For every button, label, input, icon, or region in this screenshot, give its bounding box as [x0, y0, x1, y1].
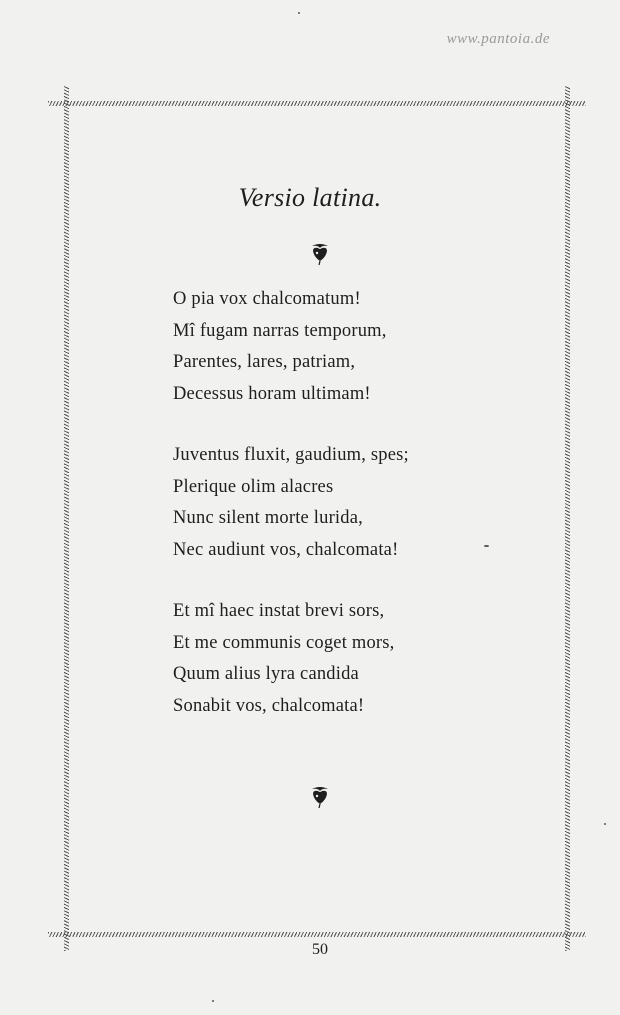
page-title: Versio latina.: [238, 183, 382, 212]
poem-body: [173, 284, 409, 752]
poem-line: Mî fugam narras temporum,: [173, 320, 387, 341]
paper-speck: [298, 12, 300, 14]
paper-speck: [484, 545, 489, 547]
page-number: 50: [312, 941, 328, 958]
poem-line: Parentes, lares, patriam,: [173, 352, 356, 372]
stanza: [173, 596, 409, 722]
poem-line: Nec audiunt vos, chalcomata!: [173, 539, 399, 560]
poem-line: Sonabit vos, chalcomata!: [173, 695, 365, 716]
poem-line: Quum alius lyra candida: [173, 664, 359, 684]
frame-bottom-rule: [48, 932, 586, 937]
poem-line: O pia vox chalcomatum!: [173, 289, 361, 309]
frame-top-rule: [48, 101, 586, 106]
paper-speck: [604, 823, 606, 825]
floral-ornament-icon: [300, 240, 340, 266]
poem-line: Plerique olim alacres: [173, 476, 334, 497]
frame-right-rule: [565, 86, 570, 951]
poem-line: Et me communis coget mors,: [173, 632, 395, 653]
stanza: [173, 440, 409, 566]
floral-ornament-icon: [300, 783, 340, 809]
watermark: www.pantoia.de: [446, 31, 550, 47]
paper-speck: [212, 1000, 214, 1002]
poem-line: Nunc silent morte lurida,: [173, 508, 363, 528]
stanza: [173, 284, 409, 410]
poem-line: Decessus horam ultimam!: [173, 383, 371, 404]
poem-line: Juventus fluxit, gaudium, spes;: [173, 445, 409, 465]
frame-left-rule: [64, 86, 69, 951]
poem-line: Et mî haec instat brevi sors,: [173, 601, 385, 621]
